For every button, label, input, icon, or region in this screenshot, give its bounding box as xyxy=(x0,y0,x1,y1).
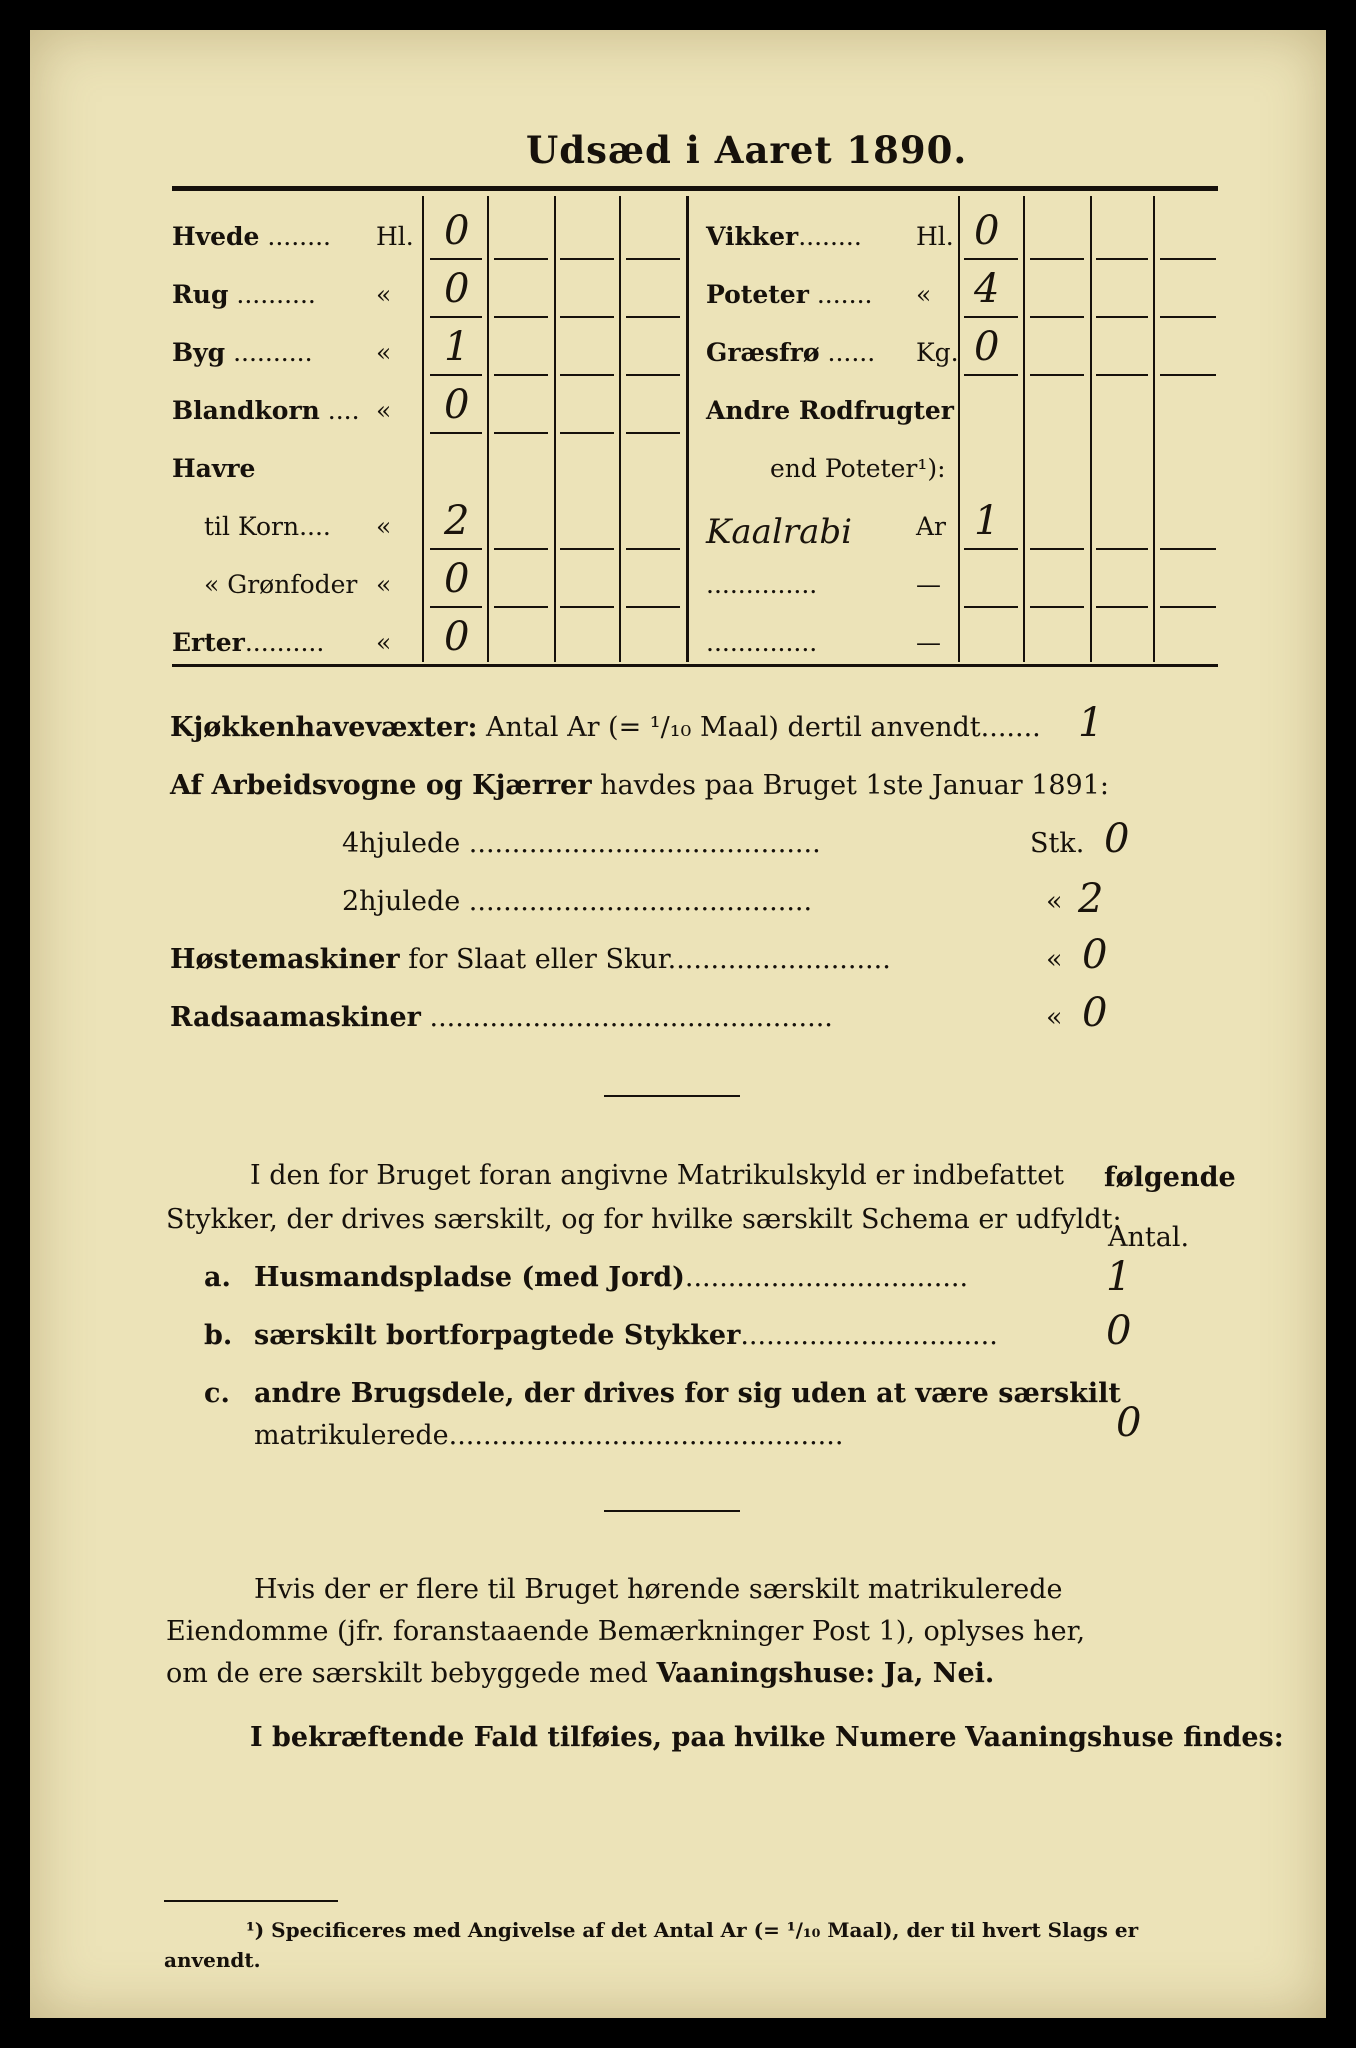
crop-dots: .......... xyxy=(228,280,316,309)
cell-underline xyxy=(1030,606,1084,608)
kitchen-value: 1 xyxy=(1078,700,1104,746)
crop-label xyxy=(172,338,313,367)
two-wheel-unit: « xyxy=(1046,886,1063,917)
kitchen-text: Antal Ar (= ¹/₁₀ Maal) dertil anvendt....... xyxy=(486,712,1041,743)
section4-line-2: Eiendomme (jfr. foranstaaende Bemærkninger Post 1), oplyses her, xyxy=(166,1616,1086,1647)
title-rule xyxy=(172,186,1218,191)
cell-underline xyxy=(964,606,1018,608)
divider-rule xyxy=(604,1095,740,1097)
crop-value: 0 xyxy=(974,208,1000,254)
crop-label xyxy=(204,570,357,599)
col-line xyxy=(422,196,424,662)
cell-underline xyxy=(1030,664,1084,666)
section4-line-1: Hvis der er flere til Bruget hørende særskilt matrikulerede xyxy=(254,1574,1063,1605)
item-c-dots: .............................................. xyxy=(448,1420,844,1451)
footnote-line-2: anvendt. xyxy=(164,1948,261,1972)
section4-line-4c: Vaaningshuse findes: xyxy=(965,1722,1284,1753)
col-line xyxy=(1023,196,1025,662)
item-a-row xyxy=(254,1262,968,1293)
cell-underline xyxy=(430,374,482,376)
col-line xyxy=(619,196,621,662)
cell-underline xyxy=(430,258,482,260)
cell-underline xyxy=(1096,664,1148,666)
crop-unit: Hl. xyxy=(376,222,414,251)
cell-underline xyxy=(430,548,482,550)
cell-underline xyxy=(1096,316,1148,318)
crop-label xyxy=(706,338,875,367)
crop-unit: « xyxy=(916,280,932,309)
cell-underline xyxy=(1160,548,1216,550)
cell-underline xyxy=(494,374,548,376)
harvest-label: Høstemaskiner xyxy=(170,944,400,975)
col-line xyxy=(1153,196,1155,662)
crop-name: Græsfrø xyxy=(706,338,820,367)
intro-line-1-end: følgende xyxy=(1104,1162,1236,1193)
crop-name: til Korn xyxy=(204,512,300,541)
section4-line-3 xyxy=(166,1658,994,1689)
cell-underline xyxy=(560,258,614,260)
cell-underline xyxy=(1160,664,1216,666)
item-b-value: 0 xyxy=(1106,1308,1132,1354)
cell-underline xyxy=(1160,316,1216,318)
seed-unit: « xyxy=(1046,1002,1063,1033)
cell-underline xyxy=(626,606,680,608)
crop-name: .............. xyxy=(706,570,818,599)
item-c-text: andre Brugsdele, der drives for sig uden at være særskilt xyxy=(254,1378,1121,1409)
item-b-dots: .............................. xyxy=(740,1320,998,1351)
col-line xyxy=(487,196,489,662)
kitchen-row xyxy=(170,712,1041,743)
cell-underline xyxy=(1030,374,1084,376)
crop-unit: Ar xyxy=(916,512,947,541)
crop-unit: « xyxy=(376,280,392,309)
crop-label xyxy=(706,628,817,657)
cell-underline xyxy=(494,606,548,608)
four-wheel-unit: Stk. xyxy=(1030,828,1085,859)
two-wheel-row xyxy=(342,886,812,917)
seed-text: ............................................... xyxy=(429,1002,833,1033)
crop-unit: — xyxy=(916,570,941,599)
crop-name: « Grønfoder xyxy=(204,570,358,599)
seed-row xyxy=(170,1002,833,1033)
crop-dots: .......... xyxy=(225,338,313,367)
crop-value: 0 xyxy=(444,556,470,602)
intro-line-1: I den for Bruget foran angivne Matrikulskyld er indbefattet xyxy=(250,1160,1065,1191)
cell-underline xyxy=(560,374,614,376)
harvest-value: 0 xyxy=(1082,932,1108,978)
cell-underline xyxy=(1030,258,1084,260)
crop-name: Poteter xyxy=(706,280,809,309)
cell-underline xyxy=(626,316,680,318)
footnote-line-1: ¹) Specificeres med Angivelse af det Antal Ar (= ¹/₁₀ Maal), der til hvert Slags er xyxy=(246,1918,1139,1942)
four-wheel-label: 4hjulede ......................................... xyxy=(342,828,821,859)
crop-name: Blandkorn xyxy=(172,396,320,425)
cell-underline xyxy=(1096,548,1148,550)
crop-value: 1 xyxy=(444,324,470,370)
crop-label xyxy=(706,396,954,425)
cell-underline xyxy=(1096,258,1148,260)
two-wheel-label: 2hjulede ........................................ xyxy=(342,886,813,917)
crop-name: Erter xyxy=(172,628,245,657)
section4-line-4b: hvilke Numere xyxy=(733,1722,957,1753)
crop-value: 0 xyxy=(444,614,470,660)
cell-underline xyxy=(494,432,548,434)
item-c-text-2: matrikulerede xyxy=(254,1420,449,1451)
crop-name: end Poteter¹): xyxy=(770,454,946,483)
crop-value: 2 xyxy=(444,498,470,544)
item-c-letter: c. xyxy=(204,1378,230,1409)
cell-underline xyxy=(1160,606,1216,608)
crop-unit: « xyxy=(376,396,392,425)
item-c-value: 0 xyxy=(1116,1400,1142,1446)
cell-underline xyxy=(494,548,548,550)
item-b-letter: b. xyxy=(204,1320,233,1351)
page-title: Udsæd i Aaret 1890. xyxy=(526,128,968,172)
harvest-text: for Slaat eller Skur.......................... xyxy=(408,944,891,975)
item-a-letter: a. xyxy=(204,1262,231,1293)
four-wheel-row xyxy=(342,828,821,859)
cell-underline xyxy=(560,316,614,318)
item-b-text: særskilt bortforpagtede Stykker xyxy=(254,1320,741,1351)
crop-label xyxy=(706,280,872,309)
crop-value: 0 xyxy=(444,382,470,428)
seed-value: 0 xyxy=(1082,990,1108,1036)
crop-name: Havre xyxy=(172,454,256,483)
col-line xyxy=(554,196,556,662)
cell-underline xyxy=(626,664,680,666)
cell-underline xyxy=(1096,606,1148,608)
crop-label xyxy=(770,454,946,483)
item-a-text: Husmandspladse (med Jord) xyxy=(254,1262,685,1293)
cell-underline xyxy=(964,548,1018,550)
cell-underline xyxy=(494,316,548,318)
cell-underline xyxy=(560,606,614,608)
cell-underline xyxy=(626,258,680,260)
section4-line-3a: om de ere særskilt bebyggede med xyxy=(166,1658,648,1689)
section4-line-3c: Ja, Nei. xyxy=(883,1658,995,1689)
wagons-row xyxy=(170,770,1109,801)
cell-underline xyxy=(964,316,1018,318)
cell-underline xyxy=(1096,374,1148,376)
cell-underline xyxy=(1030,316,1084,318)
col-line xyxy=(958,196,960,662)
crop-label xyxy=(706,570,817,599)
wagons-label: Af Arbeidsvogne og Kjærrer xyxy=(170,770,592,801)
cell-underline xyxy=(964,258,1018,260)
crop-value: 0 xyxy=(974,324,1000,370)
crop-unit: — xyxy=(916,628,941,657)
crop-label xyxy=(172,396,360,425)
crop-unit: Hl. xyxy=(916,222,954,251)
harvest-unit: « xyxy=(1046,944,1063,975)
crop-name: Hvede xyxy=(172,222,260,251)
crop-name: Rug xyxy=(172,280,229,309)
crop-dots: ....... xyxy=(808,280,873,309)
crop-value: 1 xyxy=(974,498,1000,544)
kitchen-label: Kjøkkenhavevæxter: xyxy=(170,712,478,743)
cell-underline xyxy=(560,548,614,550)
section4-line-3b: Vaaningshuse: xyxy=(656,1658,876,1689)
crop-dots: ...... xyxy=(819,338,876,367)
crop-name: .............. xyxy=(706,628,818,657)
section4-line-4 xyxy=(250,1722,1284,1753)
crop-value: 0 xyxy=(444,266,470,312)
cell-underline xyxy=(494,258,548,260)
cell-underline xyxy=(626,432,680,434)
footnote-rule xyxy=(164,1900,338,1902)
crop-name: Kaalrabi xyxy=(706,512,852,552)
item-a-dots: ................................. xyxy=(684,1262,969,1293)
crop-name: Byg xyxy=(172,338,226,367)
crop-unit: « xyxy=(376,338,392,367)
item-b-row xyxy=(254,1320,998,1351)
item-a-value: 1 xyxy=(1106,1254,1132,1300)
harvest-row xyxy=(170,944,891,975)
crop-name: Vikker xyxy=(706,222,799,251)
center-divider xyxy=(686,196,689,662)
crop-label xyxy=(172,280,316,309)
cell-underline xyxy=(626,548,680,550)
wagons-text: havdes paa Bruget 1ste Januar 1891: xyxy=(600,770,1110,801)
two-wheel-value: 2 xyxy=(1078,876,1104,922)
crop-label xyxy=(172,454,255,483)
four-wheel-value: 0 xyxy=(1104,816,1130,862)
crop-dots: .......... xyxy=(244,628,325,657)
crop-name: Andre Rodfrugter xyxy=(706,396,954,425)
cell-underline xyxy=(964,374,1018,376)
intro-line-2: Stykker, der drives særskilt, og for hvilke særskilt Schema er udfyldt: xyxy=(166,1204,1122,1235)
crop-value: 4 xyxy=(974,266,1000,312)
cell-underline xyxy=(626,374,680,376)
cell-underline xyxy=(430,606,482,608)
cell-underline xyxy=(1030,548,1084,550)
seed-label: Radsaamaskiner xyxy=(170,1002,421,1033)
crop-label xyxy=(172,222,331,251)
crop-label xyxy=(172,628,324,657)
col-line xyxy=(1090,196,1092,662)
crop-dots: ........ xyxy=(259,222,331,251)
cell-underline xyxy=(430,432,482,434)
crop-dots: .... xyxy=(319,396,360,425)
crop-label xyxy=(204,512,331,541)
cell-underline xyxy=(560,432,614,434)
item-c-row xyxy=(254,1420,843,1451)
crop-unit: Kg. xyxy=(916,338,959,367)
crop-dots: ........ xyxy=(798,222,862,251)
cell-underline xyxy=(430,316,482,318)
cell-underline xyxy=(1160,374,1216,376)
cell-underline xyxy=(430,664,482,666)
cell-underline xyxy=(494,664,548,666)
crop-value: 0 xyxy=(444,208,470,254)
crop-dots: .... xyxy=(299,512,331,541)
antal-header: Antal. xyxy=(1108,1222,1190,1253)
crop-unit: « xyxy=(376,628,392,657)
crop-label xyxy=(706,512,852,552)
crop-unit: « xyxy=(376,512,392,541)
crop-label xyxy=(706,222,862,251)
cell-underline xyxy=(560,664,614,666)
crop-unit: « xyxy=(376,570,392,599)
cell-underline xyxy=(964,664,1018,666)
divider-rule xyxy=(604,1510,740,1512)
section4-line-4a: I bekræftende Fald tilføies, paa xyxy=(250,1722,726,1753)
cell-underline xyxy=(1160,258,1216,260)
